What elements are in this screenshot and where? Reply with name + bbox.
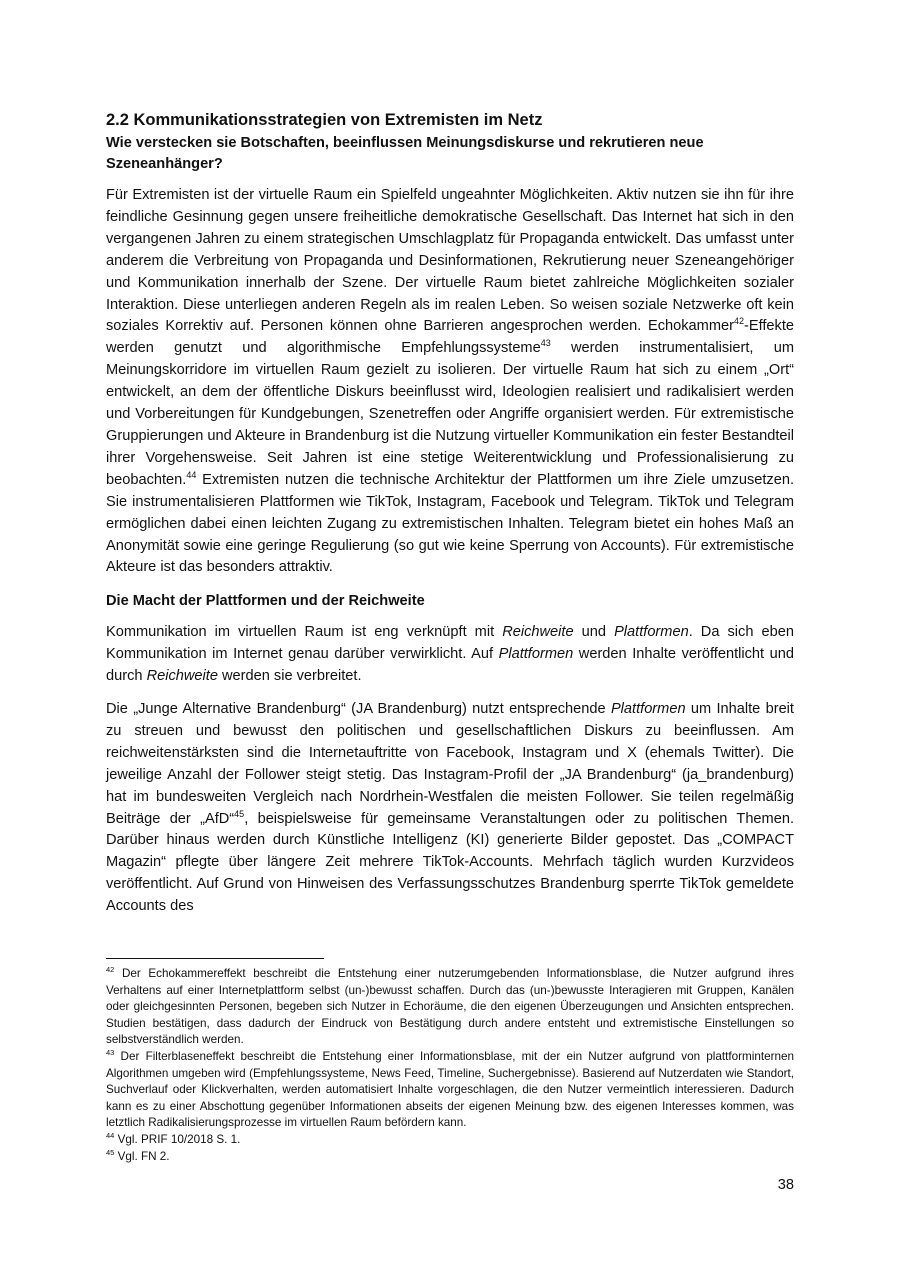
footnote-number: 43	[106, 1048, 115, 1058]
footnote-ref-42[interactable]: 42	[733, 316, 744, 327]
footnote-number: 42	[106, 965, 115, 975]
emphasis-text: Plattformen	[610, 701, 686, 718]
footnote-text: Der Filterblaseneffekt beschreibt die Entstehung einer Informationsblase, mit der ein Nutzer aufgrund von plattforminternen Algorithmen umgeben wird (Empfehlungssysteme, News Feed, Timeline, Suchergebnisse). Basierend auf Nutzerdaten wie Standort, Suchverlauf oder Klickverhalten, werden automatisiert Inhalte vorgeschlagen, die den Nutzer vermeintlich interessieren. Dadurch kann es zu einer Abschottung gegenüber Informationen abseits der eigenen Meinung bzw. des eigenen Interesses kommen, was letztlich Radikalisierungsprozesse im virtuellen Raum befördern kann.	[106, 1049, 794, 1130]
paragraph-text: Für Extremisten ist der virtuelle Raum ein Spielfeld ungeahnter Möglichkeiten. Aktiv nutzen sie ihn für ihre feindliche Gesinnung gegen unsere freiheitliche demokratische Gesellschaft. Das Internet hat sich in den vergangenen Jahren zu einem strategischen Umschlagplatz für Propaganda entwickelt. Das umfasst unter anderem die Verbreitung von Propaganda und Desinformationen, Rekrutierung neuer Szeneangehöriger und Kommunikation innerhalb der Szene. Der virtuelle Raum bietet zahlreiche Möglichkeiten sozialer Interaktion. Diese unterliegen anderen Regeln als im realen Leben. So weisen soziale Netzwerke oft kein soziales Korrektiv auf. Personen können ohne Barrieren angesprochen werden. Echokammer	[106, 187, 794, 335]
main-content	[106, 110, 794, 929]
footnote-text: Vgl. PRIF 10/2018 S. 1.	[114, 1132, 241, 1146]
emphasis-text: Reichweite	[502, 624, 574, 641]
footnote-text: Vgl. FN 2.	[114, 1149, 170, 1163]
footnote-separator	[106, 958, 324, 959]
subheading-platforms: Die Macht der Plattformen und der Reichweite	[106, 593, 425, 610]
emphasis-text: Plattformen	[498, 646, 574, 663]
footnote-ref-45[interactable]: 45	[234, 808, 245, 819]
paragraph-text: , beispielsweise für gemeinsame Veranstaltungen oder zu politischen Themen. Darüber hinaus werden durch Künstliche Intelligenz (KI) generierte Bilder gepostet. Das „COMPACT Magazin“ pflegte über längere Zeit mehrere TikTok-Accounts. Mehrfach täglich wurden Kurzvideos veröffentlicht. Auf Grund von Hinweisen des Verfassungsschutzes Brandenburg sperrte TikTok gemeldete Accounts des	[106, 810, 794, 915]
section-question: Wie verstecken sie Botschaften, beeinflussen Meinungsdiskurse und rekrutieren neue Szeneanhänger?	[106, 135, 704, 172]
footnote-43	[106, 1049, 794, 1132]
emphasis-text: Plattformen	[614, 624, 689, 641]
paragraph-intro	[106, 185, 794, 579]
section-heading: 2.2 Kommunikationsstrategien von Extremisten im Netz	[106, 111, 543, 129]
footnote-text: Der Echokammereffekt beschreibt die Entstehung einer nutzerumgebenden Informationsblase, die Nutzer aufgrund ihres Verhaltens auf einer Internetplattform selbst (un-)bewusst schaffen. Durch das (un-)bewusste Interagieren mit Gruppen, Kanälen oder gleichgesinnten Personen, begeben sich Nutzer in Echoräume, die den eigenen Überzeugungen und Ansichten entsprechen. Studien bestätigen, dass dadurch der Eindruck von Bestätigung durch andere entsteht und extremistische Einstellungen so selbstverständlich werden.	[106, 967, 794, 1047]
paragraph-text: um Inhalte breit zu streuen und bewusst den politischen und gesellschaftlichen Diskurs zu beeinflussen. Am reichweitenstärksten sind die Internetauftritte von Facebook, Instagram und X (ehemals Twitter). Die jeweilige Anzahl der Follower steigt stetig. Das Instagram-Profil der „JA Brandenburg“ (ja_brandenburg) hat im bundesweiten Vergleich nach Nordrhein-Westfalen die meisten Follower. Sie teilen regelmäßig Beiträge der „AfD“	[106, 701, 794, 827]
page-number: 38	[777, 1177, 794, 1193]
emphasis-text: Reichweite	[146, 668, 218, 685]
footnotes	[106, 966, 794, 1165]
paragraph-text: -Effekte werden genutzt und algorithmische Empfehlungssysteme	[106, 318, 794, 357]
paragraph-text: . Da sich eben Kommunikation im Internet genau darüber verwirklicht. Auf	[106, 624, 794, 663]
footnote-44	[106, 1132, 794, 1149]
footnote-45	[106, 1149, 794, 1166]
paragraph-text: werden instrumentalisiert, um Meinungskorridore im virtuellen Raum gezielt zu isolieren. Der virtuelle Raum hat sich zu einem „Ort“ entwickelt, an dem der öffentliche Diskurs beeinflusst wird, Ideologien realisiert und radikalisiert werden und Vorbereitungen für Kundgebungen, Szenetreffen oder Angriffe organisiert werden. Für extremistische Gruppierungen und Akteure in Brandenburg ist die Nutzung virtueller Kommunikation ein fester Bestandteil ihrer Vorgehensweise. Seit Jahren ist eine stetige Weiterentwicklung und Professionalisierung zu beobachten.	[106, 340, 794, 488]
footnote-number: 45	[106, 1147, 115, 1157]
footnote-ref-44[interactable]: 44	[186, 469, 197, 480]
paragraph-text: Die „Junge Alternative Brandenburg“ (JA Brandenburg) nutzt entsprechende	[106, 701, 611, 718]
paragraph-text: Extremisten nutzen die technische Architektur der Plattformen um ihre Ziele umzusetzen. Sie instrumentalisieren Plattformen wie TikTok, Instagram, Facebook und Telegram. TikTok und Telegram ermöglichen dabei einen leichten Zugang zu extremistischen Inhalten. Telegram bietet ein hohes Maß an Anonymität sowie eine geringe Regulierung (so gut wie keine Sperrung von Accounts). Für extremistische Akteure ist das besonders attraktiv.	[106, 471, 794, 576]
footnote-number: 44	[106, 1131, 115, 1141]
paragraph-text: werden Inhalte veröffentlicht und durch	[106, 646, 794, 685]
footnote-42	[106, 966, 794, 1049]
paragraph-text: und	[573, 624, 615, 641]
footnote-ref-43[interactable]: 43	[540, 338, 551, 349]
paragraph-ja-brandenburg	[106, 699, 794, 918]
paragraph-platforms	[106, 622, 794, 688]
paragraph-text: werden sie verbreitet.	[217, 668, 362, 685]
paragraph-text: Kommunikation im virtuellen Raum ist eng verknüpft mit	[106, 624, 503, 641]
